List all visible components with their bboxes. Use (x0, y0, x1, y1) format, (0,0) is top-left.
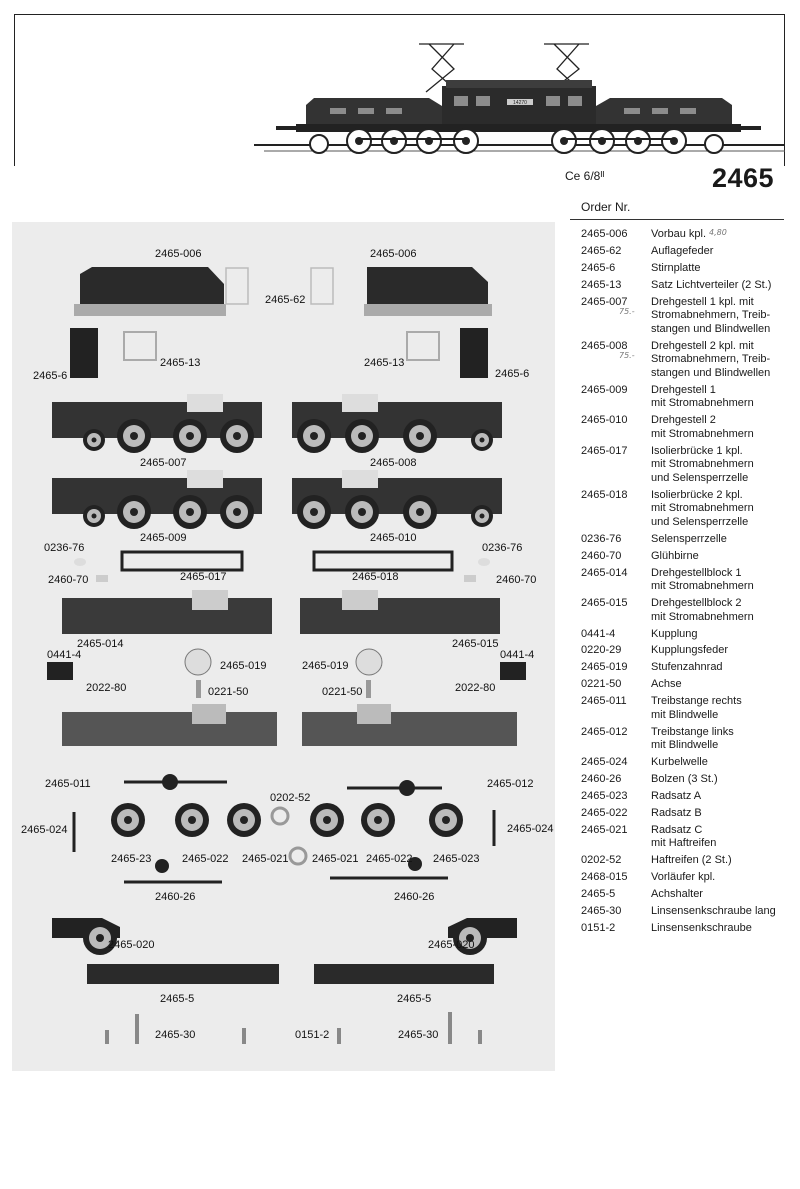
callout-2465-30-right: 2465-30 (398, 1029, 439, 1041)
part-description: Isolierbrücke 1 kpl. mit Stromabnehmern und Selensperrzelle (651, 444, 754, 484)
part-description: Stirnplatte (651, 261, 701, 274)
handwritten-price-note: 4,80 (709, 228, 727, 237)
part-number: 2460-70 (581, 549, 622, 562)
handwritten-price-note: 75.- (619, 350, 635, 360)
parts-row (581, 489, 786, 530)
parts-row (581, 661, 786, 675)
callout-0151-2: 0151-2 (295, 1029, 330, 1041)
parts-row (581, 644, 786, 658)
part-number: 2460-26 (581, 773, 622, 786)
parts-list (581, 228, 786, 939)
part-number: 2465-6 (581, 261, 616, 274)
part-number: 2465-018 (581, 488, 628, 501)
part-number: 2465-014 (581, 566, 628, 579)
callout-0221-50-right: 0221-50 (322, 686, 363, 698)
callout-2465-30-left: 2465-30 (155, 1029, 196, 1041)
parts-row (581, 678, 786, 692)
part-number: 0151-2 (581, 921, 616, 934)
part-number: 2465-007 (581, 295, 628, 308)
part-description: Isolierbrücke 2 kpl. mit Stromabnehmern und Selensperrzelle (651, 488, 754, 528)
callout-2022-80-right: 2022-80 (455, 682, 496, 694)
callout-2465-010: 2465-010 (370, 532, 417, 544)
callout-2465-5-left: 2465-5 (160, 993, 195, 1005)
part-number: 0221-50 (581, 678, 622, 691)
part-description: Bolzen (3 St.) (651, 773, 718, 786)
part-number: 2465-010 (581, 414, 628, 427)
parts-row (581, 228, 786, 242)
part-number: 2465-011 (581, 695, 627, 708)
part-number: 2465-023 (581, 789, 628, 802)
parts-row (581, 550, 786, 564)
callout-2460-70-left: 2460-70 (48, 574, 89, 586)
locomotive-illustration (14, 14, 785, 166)
callout-2465-006-right: 2465-006 (370, 248, 417, 260)
callout-2022-80-left: 2022-80 (86, 682, 127, 694)
callout-2465-019-right: 2465-019 (302, 660, 349, 672)
model-code: Ce 6/8ᴵᴵ (565, 169, 605, 183)
part-number: 2465-13 (581, 278, 622, 291)
callout-2465-022-left: 2465-022 (182, 853, 229, 865)
parts-row (581, 279, 786, 293)
parts-row (581, 567, 786, 594)
part-description: Selensperrzelle (651, 532, 727, 545)
callout-2460-26-left: 2460-26 (155, 891, 196, 903)
callout-2465-022-right: 2465-022 (366, 853, 413, 865)
part-description: Drehgestell 1 mit Stromabnehmern (651, 383, 754, 410)
part-description: Vorbau kpl. (651, 228, 707, 240)
parts-row (581, 262, 786, 276)
part-number: 0441-4 (581, 627, 616, 640)
callout-0221-50-left: 0221-50 (208, 686, 249, 698)
loco-number: 14270 (513, 100, 527, 106)
callout-2460-26-right: 2460-26 (394, 891, 435, 903)
callout-0441-4-left: 0441-4 (47, 649, 82, 661)
part-number: 0202-52 (581, 854, 622, 867)
part-description: Achse (651, 678, 682, 691)
callout-2465-018: 2465-018 (352, 571, 399, 583)
callout-2465-015: 2465-015 (452, 638, 499, 650)
parts-row (581, 922, 786, 936)
part-description: Kurbelwelle (651, 756, 708, 769)
parts-row (581, 340, 786, 381)
part-number: 2465-62 (581, 244, 622, 257)
parts-row (581, 824, 786, 851)
part-description: Drehgestell 2 kpl. mit Stromabnehmern, Treib- stangen und Blindwellen (651, 339, 771, 379)
callout-2465-62: 2465-62 (265, 294, 306, 306)
part-number: 2465-017 (581, 444, 628, 457)
part-description: Treibstange links mit Blindwelle (651, 725, 734, 752)
parts-row (581, 871, 786, 885)
part-number: 2465-5 (581, 887, 616, 900)
parts-row (581, 296, 786, 337)
part-number: 0220-29 (581, 644, 622, 657)
part-description: Radsatz A (651, 789, 702, 802)
callout-2465-019-left: 2465-019 (220, 660, 267, 672)
part-number: 2465-022 (581, 806, 628, 819)
parts-row (581, 445, 786, 486)
part-description: Haftreifen (2 St.) (651, 854, 732, 867)
callout-2465-021-right: 2465-021 (312, 853, 359, 865)
part-number: 2465-30 (581, 904, 622, 917)
parts-row (581, 854, 786, 868)
callout-2465-5-right: 2465-5 (397, 993, 432, 1005)
part-number: 2465-015 (581, 597, 628, 610)
callout-0236-76-right: 0236-76 (482, 542, 523, 554)
order-heading: Order Nr. (581, 200, 631, 214)
catalog-number: 2465 (712, 163, 775, 193)
part-description: Treibstange rechts mit Blindwelle (651, 695, 742, 721)
parts-row (581, 245, 786, 259)
part-description: Drehgestell 1 kpl. mit Stromabnehmern, Treib- stangen und Blindwellen (651, 295, 771, 335)
callout-2465-014: 2465-014 (77, 638, 124, 650)
part-description: Drehgestell 2 mit Stromabnehmern (651, 414, 754, 440)
parts-row (581, 807, 786, 821)
part-number: 2465-006 (581, 228, 628, 240)
part-description: Kupplung (651, 627, 698, 640)
part-description: Auflagefeder (651, 244, 714, 257)
callout-2465-13-left: 2465-13 (160, 357, 201, 369)
callout-2465-007: 2465-007 (140, 457, 187, 469)
parts-row (581, 414, 786, 441)
part-description: Achshalter (651, 887, 703, 900)
parts-row (581, 384, 786, 411)
callout-2465-021-left: 2465-021 (242, 853, 289, 865)
parts-row (581, 628, 786, 642)
callout-2465-020-right: 2465-020 (428, 939, 475, 951)
part-description: Satz Lichtverteiler (2 St.) (651, 278, 772, 291)
part-description: Radsatz C mit Haftreifen (651, 823, 717, 850)
part-number: 2465-009 (581, 383, 628, 396)
callout-0236-76-left: 0236-76 (44, 542, 85, 554)
part-number: 2468-015 (581, 871, 628, 884)
parts-row (581, 597, 786, 624)
callout-2465-6-left: 2465-6 (33, 370, 68, 382)
parts-row (581, 695, 786, 722)
part-number: 0236-76 (581, 532, 622, 545)
callout-2465-008: 2465-008 (370, 457, 417, 469)
heading-rule (570, 219, 784, 220)
callout-2460-70-right: 2460-70 (496, 574, 537, 586)
part-number: 2465-021 (581, 823, 628, 836)
callout-2465-012: 2465-012 (487, 778, 534, 790)
part-number: 2465-012 (581, 725, 628, 738)
parts-row (581, 756, 786, 770)
callout-2465-024-right: 2465-024 (507, 823, 554, 835)
part-number: 2465-024 (581, 756, 628, 769)
part-number: 2465-008 (581, 339, 628, 352)
part-description: Vorläufer kpl. (651, 871, 716, 884)
parts-row (581, 905, 786, 919)
callout-2465-011: 2465-011 (45, 778, 91, 790)
callout-2465-006-left: 2465-006 (155, 248, 202, 260)
part-description: Drehgestellblock 2 mit Stromabnehmern (651, 597, 754, 623)
parts-row (581, 533, 786, 547)
part-description: Stufenzahnrad (651, 661, 723, 674)
parts-row (581, 888, 786, 902)
callout-2465-020-left: 2465-020 (108, 939, 155, 951)
callout-2465-13-right: 2465-13 (364, 357, 405, 369)
callout-2465-023-right: 2465-023 (433, 853, 480, 865)
callout-2465-017: 2465-017 (180, 571, 227, 583)
part-description: Kupplungsfeder (651, 644, 729, 657)
part-description: Radsatz B (651, 806, 702, 819)
handwritten-price-note: 75.- (619, 306, 635, 316)
part-number: 2465-019 (581, 661, 628, 674)
callout-2465-6-right: 2465-6 (495, 368, 530, 380)
callout-2465-009: 2465-009 (140, 532, 187, 544)
part-description: Drehgestellblock 1 mit Stromabnehmern (651, 566, 754, 593)
part-description: Linsensenkschraube lang (651, 904, 776, 917)
exploded-parts-photo (12, 222, 555, 1071)
callout-2465-024-left: 2465-024 (21, 824, 68, 836)
callout-2465-23: 2465-23 (111, 853, 152, 865)
parts-row (581, 726, 786, 753)
parts-row (581, 790, 786, 804)
parts-row (581, 773, 786, 787)
part-description: Glühbirne (651, 549, 699, 562)
callout-0441-4-right: 0441-4 (500, 649, 535, 661)
callout-0202-52: 0202-52 (270, 792, 311, 804)
part-description: Linsensenkschraube (651, 921, 752, 934)
